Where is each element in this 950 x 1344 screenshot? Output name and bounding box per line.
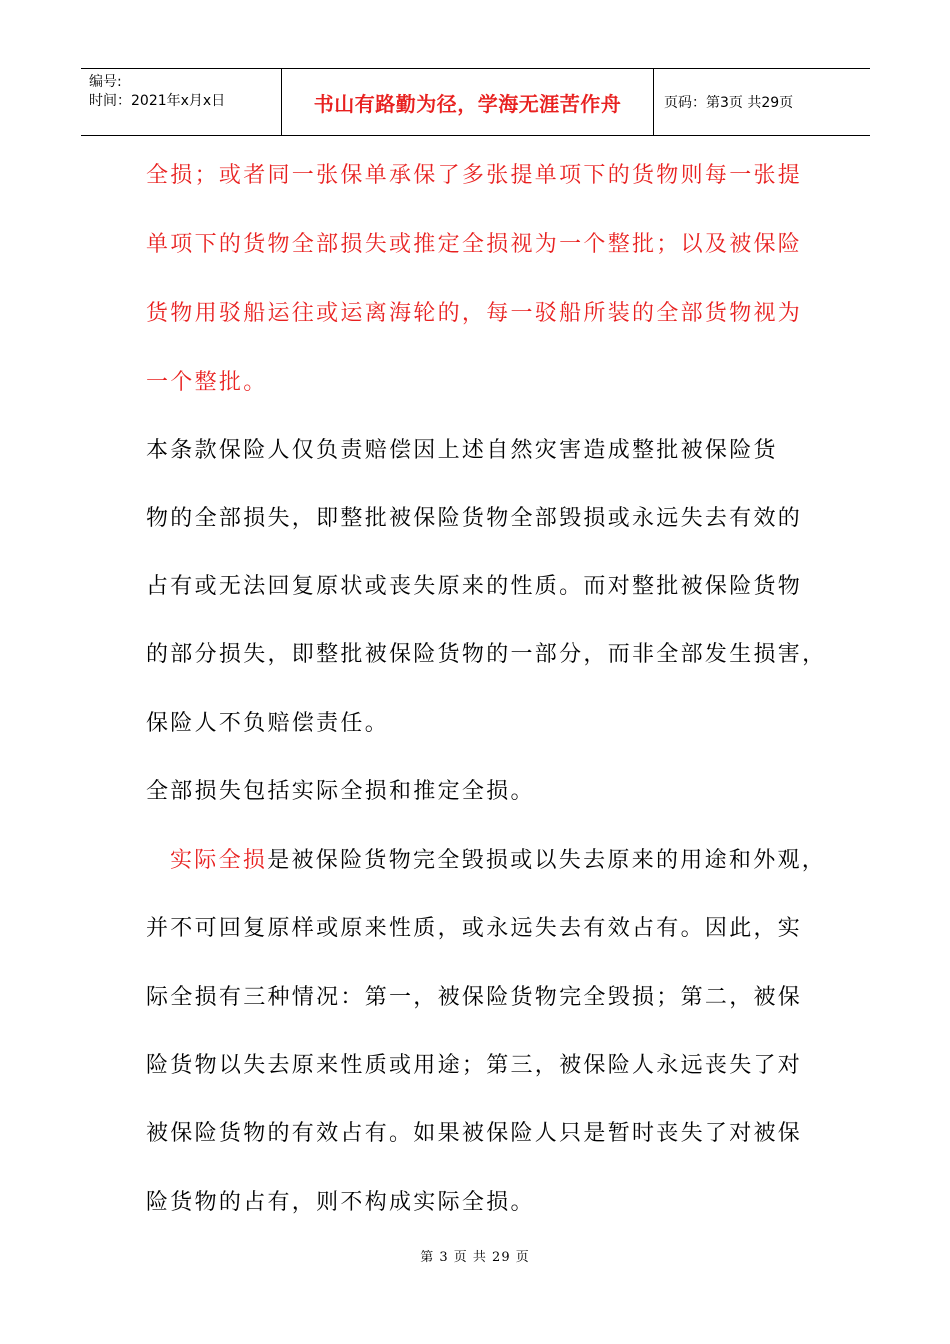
text-line: 险货物以失去原来性质或用途；第三，被保险人永远丧失了对 bbox=[146, 1053, 803, 1078]
page-label: 页码：第3页 共29页 bbox=[664, 95, 794, 111]
text-line: 货物用驳船运往或运离海轮的，每一驳船所装的全部货物视为 bbox=[146, 301, 803, 326]
text-line: 全损；或者同一张保单承保了多张提单项下的货物则每一张提 bbox=[146, 163, 803, 188]
text-line: 被保险货物的有效占有。如果被保险人只是暂时丧失了对被保 bbox=[146, 1121, 803, 1146]
text-line: 保险人不负赔偿责任。 bbox=[146, 711, 390, 736]
text-line: 全部损失包括实际全损和推定全损。 bbox=[146, 779, 535, 804]
highlight-term: 实际全损 bbox=[170, 848, 268, 873]
serial-label: 编号: bbox=[89, 74, 122, 90]
text-line: 的部分损失，即整批被保险货物的一部分，而非全部发生损害， bbox=[146, 642, 827, 667]
text-line: 物的全部损失，即整批被保险货物全部毁损或永远失去有效的 bbox=[146, 506, 803, 531]
page-footer: 第 3 页 共 29 页 bbox=[420, 1250, 530, 1265]
text-span: 是被保险货物完全毁损或以失去原来的用途和外观， bbox=[267, 848, 827, 873]
text-line: 险货物的占有，则不构成实际全损。 bbox=[146, 1190, 535, 1215]
time-label: 时间：2021年x月x日 bbox=[89, 93, 226, 109]
text-line: 一个整批。 bbox=[146, 370, 268, 395]
text-line bbox=[170, 843, 826, 874]
header-meta bbox=[81, 69, 281, 135]
text-line: 际全损有三种情况：第一，被保险货物完全毁损；第二，被保 bbox=[146, 985, 803, 1010]
header-slogan-cell bbox=[281, 69, 654, 135]
page-header bbox=[81, 68, 870, 136]
text-line: 本条款保险人仅负责赔偿因上述自然灾害造成整批被保险货 bbox=[146, 438, 778, 463]
text-line: 单项下的货物全部损失或推定全损视为一个整批；以及被保险 bbox=[146, 232, 803, 257]
text-line: 占有或无法回复原状或丧失原来的性质。而对整批被保险货物 bbox=[146, 574, 803, 599]
text-line: 并不可回复原样或原来性质，或永远失去有效占有。因此，实 bbox=[146, 916, 803, 941]
header-page-cell bbox=[654, 69, 870, 135]
slogan: 书山有路勤为径，学海无涯苦作舟 bbox=[313, 91, 622, 116]
